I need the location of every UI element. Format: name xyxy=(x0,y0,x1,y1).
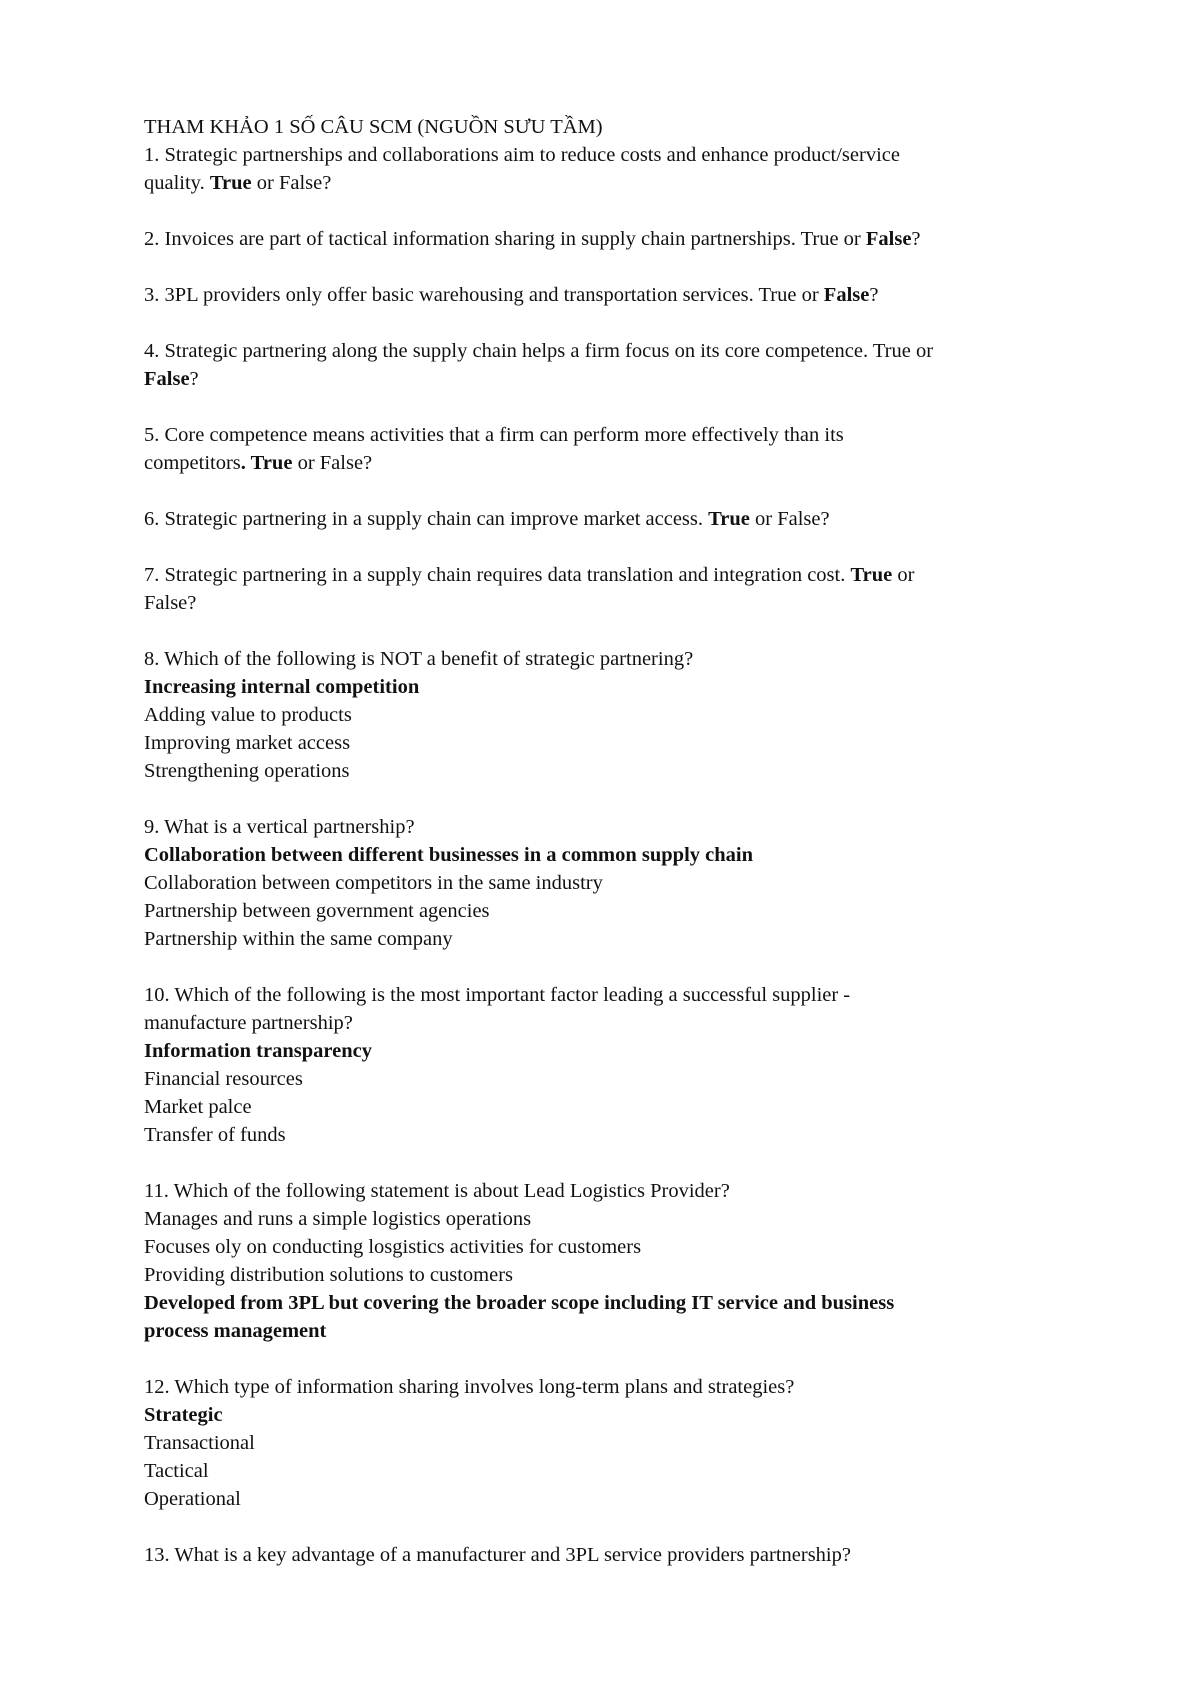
q4-answer: False xyxy=(144,368,190,390)
q5-text-line1: 5. Core competence means activities that a firm can perform more effectively than its xyxy=(144,424,844,446)
q12-question: 12. Which type of information sharing involves long-term plans and strategies? xyxy=(144,1376,795,1398)
q2-text-pre: 2. Invoices are part of tactical information sharing in supply chain partnerships. True or xyxy=(144,228,866,250)
q2-answer: False xyxy=(865,228,912,250)
q12-option: Tactical xyxy=(144,1460,209,1482)
q8-question: 8. Which of the following is NOT a benefit of strategic partnering? xyxy=(144,648,694,670)
q10-answer: Information transparency xyxy=(144,1040,372,1062)
q8-option: Adding value to products xyxy=(144,704,352,726)
document-title: THAM KHẢO 1 SỐ CÂU SCM (NGUỒN SƯU TẦM) xyxy=(144,116,603,138)
q3-answer: False xyxy=(823,284,870,306)
q4-text-line1: 4. Strategic partnering along the supply chain helps a firm focus on its core competence. True or xyxy=(144,340,934,362)
q11-question: 11. Which of the following statement is about Lead Logistics Provider? xyxy=(144,1180,730,1202)
q12-option: Transactional xyxy=(144,1432,255,1454)
q3-text-post: ? xyxy=(869,284,879,306)
q10-question-line2: manufacture partnership? xyxy=(144,1012,353,1034)
q11-answer-line2: process management xyxy=(144,1320,327,1342)
q1-text-post: or False? xyxy=(251,172,332,194)
q8-option: Strengthening operations xyxy=(144,760,350,782)
q11-option: Focuses oly on conducting losgistics activities for customers xyxy=(144,1236,642,1258)
q6-text xyxy=(144,505,1089,533)
q7-text-pre: 7. Strategic partnering in a supply chain requires data translation and integration cost. xyxy=(144,564,851,586)
q6-text-pre: 6. Strategic partnering in a supply chain can improve market access. xyxy=(144,508,709,530)
q5-text-post: or False? xyxy=(292,452,373,474)
q1-text-line1: 1. Strategic partnerships and collaborations aim to reduce costs and enhance product/service xyxy=(144,144,900,166)
q7-text-post: or xyxy=(892,564,915,586)
q10-option: Transfer of funds xyxy=(144,1124,286,1146)
q2-text-post: ? xyxy=(911,228,921,250)
q9-option: Partnership within the same company xyxy=(144,928,453,950)
q7-text-line2: False? xyxy=(144,592,197,614)
q9-question: 9. What is a vertical partnership? xyxy=(144,816,415,838)
q9-option: Collaboration between competitors in the same industry xyxy=(144,872,603,894)
q3-text-pre: 3. 3PL providers only offer basic warehousing and transportation services. True or xyxy=(144,284,824,306)
q13-question: 13. What is a key advantage of a manufacturer and 3PL service providers partnership? xyxy=(144,1544,851,1566)
q5-answer: . True xyxy=(240,452,293,474)
q3-text xyxy=(144,281,1089,309)
q11-option: Manages and runs a simple logistics operations xyxy=(144,1208,532,1230)
q5-text-pre: competitors xyxy=(144,452,241,474)
q6-answer: True xyxy=(708,508,750,530)
q4-text-line2 xyxy=(144,365,1089,393)
q7-answer: True xyxy=(850,564,893,586)
q6-text-post: or False? xyxy=(749,508,830,530)
q4-text-post: ? xyxy=(189,368,199,390)
q2-text xyxy=(144,225,1089,253)
q11-answer-line1: Developed from 3PL but covering the broader scope including IT service and business xyxy=(144,1292,895,1314)
q1-answer: True xyxy=(209,172,252,194)
q10-question-line1: 10. Which of the following is the most important factor leading a successful supplier - xyxy=(144,984,851,1006)
q11-option: Providing distribution solutions to customers xyxy=(144,1264,514,1286)
q1-text-pre: quality. xyxy=(144,172,210,194)
q9-option: Partnership between government agencies xyxy=(144,900,490,922)
q12-answer: Strategic xyxy=(144,1404,223,1426)
q8-option: Improving market access xyxy=(144,732,351,754)
q8-answer: Increasing internal competition xyxy=(144,676,420,698)
q5-text-line2 xyxy=(144,449,1089,477)
q9-answer: Collaboration between different businesses in a common supply chain xyxy=(144,844,753,866)
q10-option: Market palce xyxy=(144,1096,252,1118)
q10-option: Financial resources xyxy=(144,1068,303,1090)
q7-text-line1 xyxy=(144,561,1089,589)
q12-option: Operational xyxy=(144,1488,241,1510)
document-body xyxy=(144,113,1089,1569)
q1-text-line2 xyxy=(144,169,1089,197)
